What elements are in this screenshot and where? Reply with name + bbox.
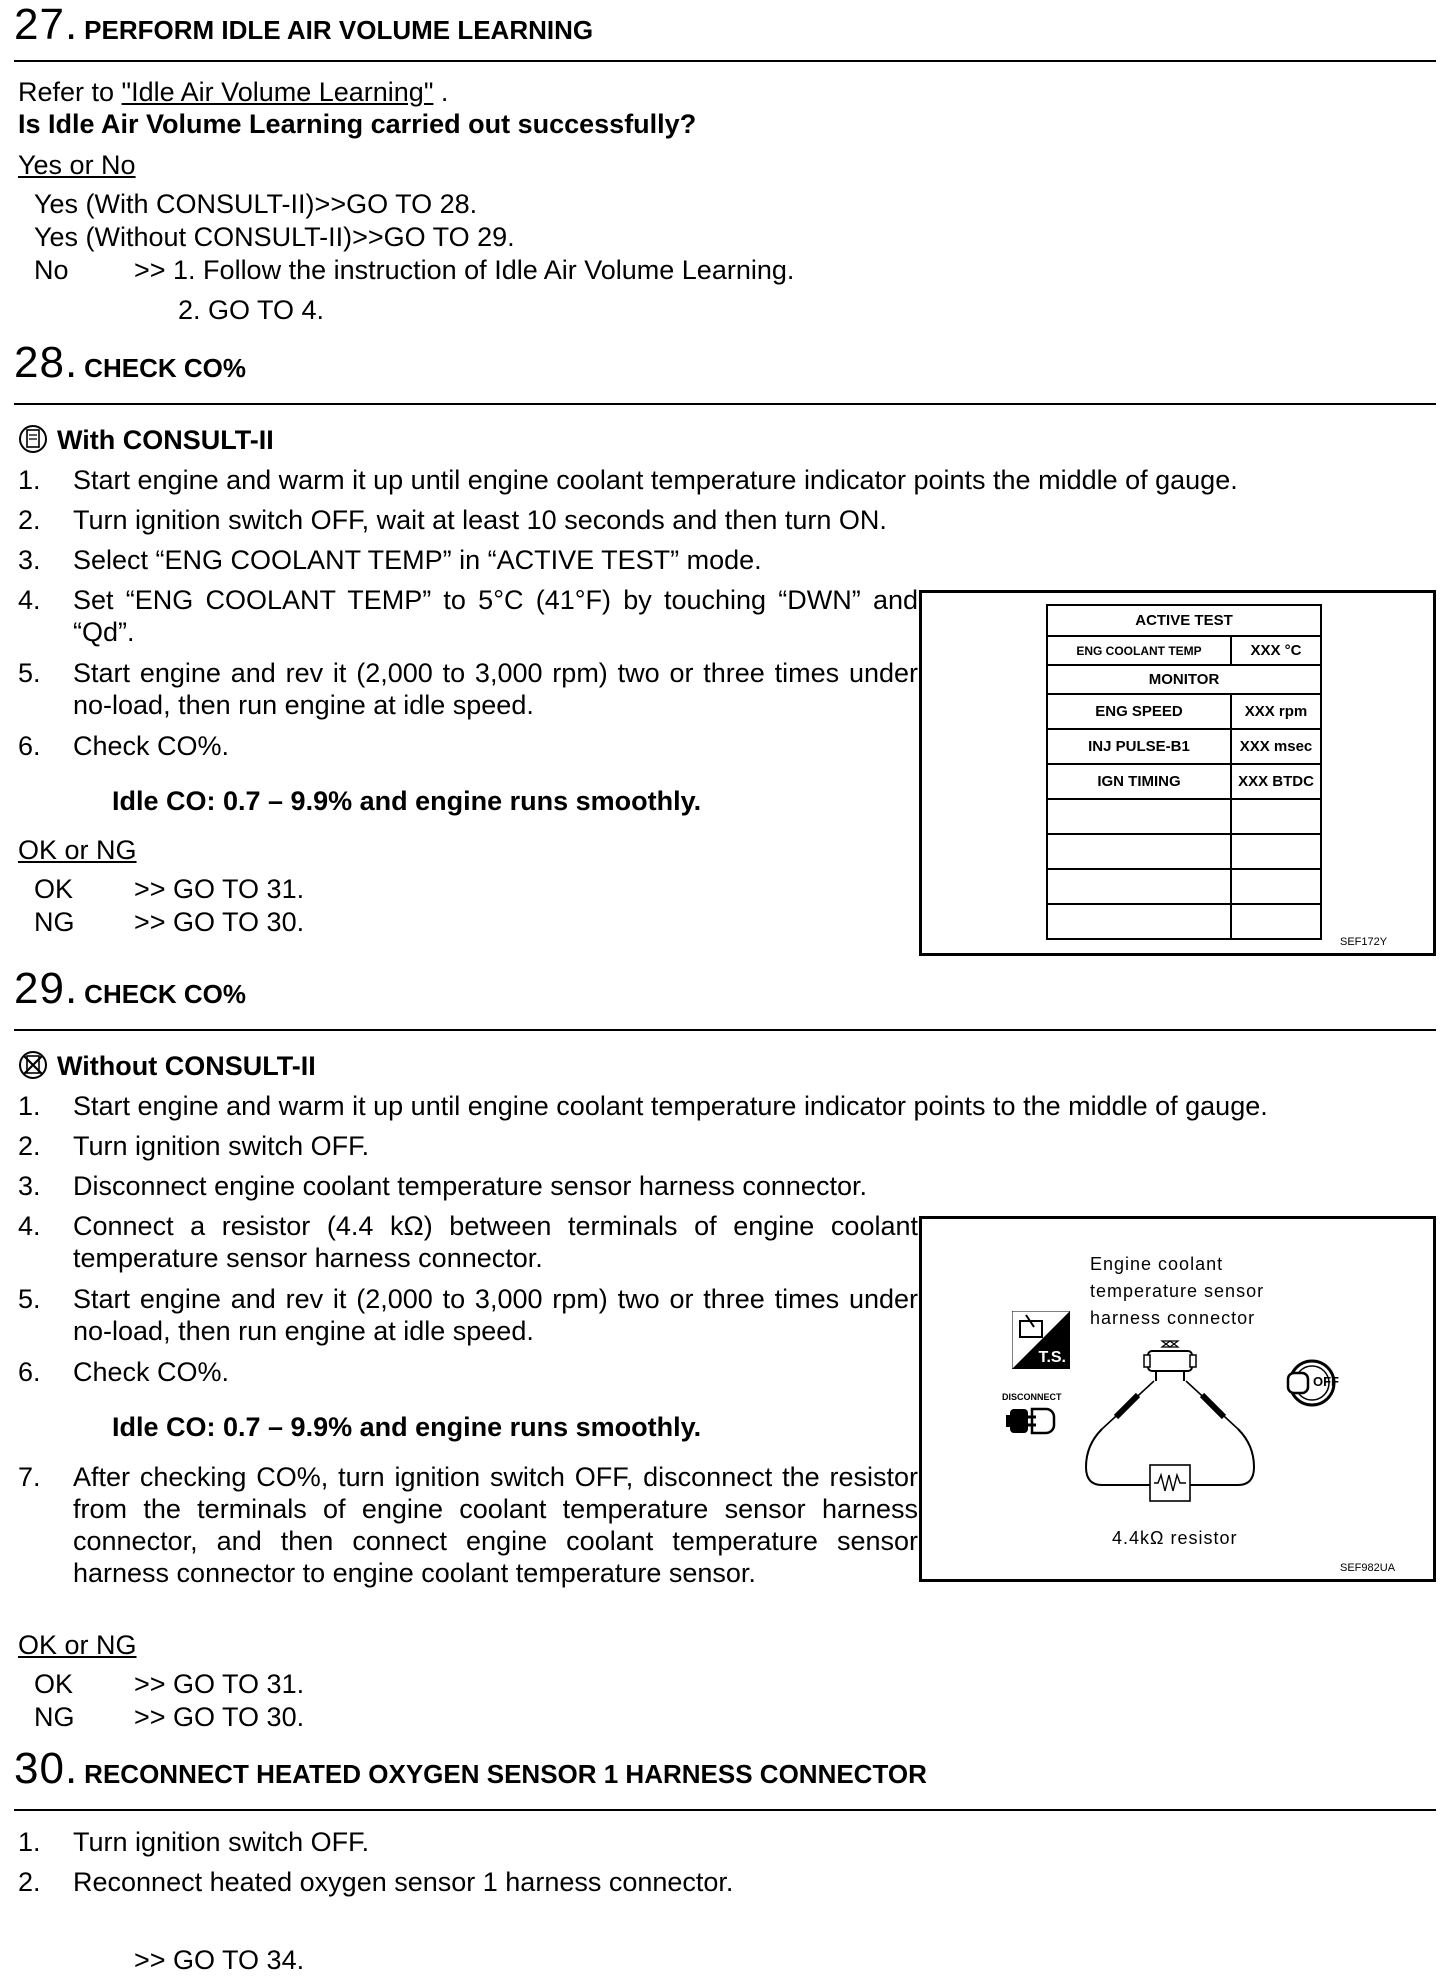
result-yes-without: Yes (Without CONSULT-II)>>GO TO 29. <box>34 222 515 252</box>
eng-coolant-temp-label: ENG COOLANT TEMP <box>1047 636 1231 665</box>
step-number: 5. <box>18 1284 41 1314</box>
ok-key: OK <box>34 874 74 904</box>
disconnect-label: DISCONNECT <box>1002 1392 1062 1402</box>
ng-key: NG <box>34 1702 75 1732</box>
monitor-value-empty <box>1231 799 1321 834</box>
section-title: RECONNECT HEATED OXYGEN SENSOR 1 HARNESS CONNECTOR <box>84 1759 927 1789</box>
step-text: Turn ignition switch OFF. <box>73 1827 370 1857</box>
step-text: Start engine and rev it (2,000 to 3,000 rpm) two or three times under no-load, then run engine at idle speed. <box>73 1284 918 1346</box>
step-number: 7. <box>18 1462 41 1492</box>
refer-suffix: . <box>433 77 449 107</box>
monitor-value: XXX rpm <box>1231 694 1321 729</box>
result-no-key: No <box>34 255 69 285</box>
section-28-header <box>14 338 246 388</box>
connector-label-line3: harness connector <box>1090 1308 1256 1328</box>
figure-code: SEF172Y <box>1340 936 1388 948</box>
divider <box>14 60 1436 62</box>
choice-label: Yes or No <box>18 150 136 180</box>
result-no-val2: 2. GO TO 4. <box>178 295 325 325</box>
mode-label: Without CONSULT-II <box>57 1051 316 1081</box>
choice-label: OK or NG <box>18 835 137 865</box>
monitor-value: XXX msec <box>1231 729 1321 764</box>
step-number: 2. <box>18 1131 41 1161</box>
figure-code: SEF982UA <box>1340 1562 1396 1574</box>
disconnect-icon <box>1006 1401 1056 1446</box>
refer-prefix: Refer to <box>18 77 122 107</box>
step-text: Reconnect heated oxygen sensor 1 harness connector. <box>73 1867 734 1897</box>
monitor-key: INJ PULSE-B1 <box>1047 729 1231 764</box>
result-yes-with: Yes (With CONSULT-II)>>GO TO 28. <box>34 189 478 219</box>
step-number: 1. <box>18 1827 41 1857</box>
step-text: Check CO%. <box>73 731 230 761</box>
divider <box>14 1809 1436 1811</box>
section-number: 30. <box>14 1744 79 1793</box>
ok-key: OK <box>34 1669 74 1699</box>
step-number: 6. <box>18 731 41 761</box>
resistor-label: 4.4kΩ resistor <box>1112 1528 1238 1548</box>
monitor-header: MONITOR <box>1047 665 1321 694</box>
section-number: 27. <box>14 0 79 49</box>
section-29-header <box>14 964 246 1014</box>
step-text: Start engine and warm it up until engine coolant temperature indicator points to the middle of gauge. <box>73 1091 1268 1121</box>
step-text: Connect a resistor (4.4 kΩ) between terminals of engine coolant temperature sensor harness connector. <box>73 1211 918 1273</box>
monitor-value-empty <box>1231 869 1321 904</box>
step-text: After checking CO%, turn ignition switch OFF, disconnect the resistor from the terminals of engine coolant temperature sensor harness connector, and then connect engine coolant temperature sensor harness connector to engine coolant temperature sensor. <box>73 1462 918 1588</box>
step-number: 5. <box>18 658 41 688</box>
monitor-value-empty <box>1231 904 1321 939</box>
monitor-key: ENG SPEED <box>1047 694 1231 729</box>
connector-label-line1: Engine coolant <box>1090 1254 1224 1274</box>
step-text: Disconnect engine coolant temperature sensor harness connector. <box>73 1171 867 1201</box>
section-title: CHECK CO% <box>84 979 246 1009</box>
mode-label: With CONSULT-II <box>57 425 274 455</box>
active-test-table <box>1046 604 1322 940</box>
spec: Idle CO: 0.7 – 9.9% and engine runs smoothly. <box>112 786 702 816</box>
section-title: CHECK CO% <box>84 353 246 383</box>
ok-val: >> GO TO 31. <box>134 874 305 904</box>
no-consult-icon <box>18 1050 48 1085</box>
section-30-header <box>14 1744 927 1794</box>
eng-coolant-temp-value: XXX °C <box>1231 636 1321 665</box>
result-no-val: >> 1. Follow the instruction of Idle Air Volume Learning. <box>134 255 795 285</box>
ok-val: >> GO TO 31. <box>134 1669 305 1699</box>
step-number: 6. <box>18 1357 41 1387</box>
ng-val: >> GO TO 30. <box>134 907 305 937</box>
ng-key: NG <box>34 907 75 937</box>
step-number: 1. <box>18 465 41 495</box>
step-number: 3. <box>18 545 41 575</box>
section-number: 29. <box>14 964 79 1013</box>
section-title: PERFORM IDLE AIR VOLUME LEARNING <box>84 15 594 45</box>
consult-icon <box>18 424 48 459</box>
ng-val: >> GO TO 30. <box>134 1702 305 1732</box>
divider <box>14 403 1436 405</box>
monitor-value: XXX BTDC <box>1231 764 1321 799</box>
step-text: Turn ignition switch OFF, wait at least 10 seconds and then turn ON. <box>73 505 887 535</box>
figure-active-test <box>919 590 1436 956</box>
monitor-key-empty <box>1047 799 1231 834</box>
step-number: 3. <box>18 1171 41 1201</box>
monitor-key-empty <box>1047 904 1231 939</box>
monitor-value-empty <box>1231 834 1321 869</box>
goto: >> GO TO 34. <box>134 1945 305 1975</box>
circuit-diagram <box>1082 1337 1282 1517</box>
monitor-key-empty <box>1047 834 1231 869</box>
step-number: 4. <box>18 1211 41 1241</box>
step-number: 1. <box>18 1091 41 1121</box>
step-number: 4. <box>18 585 41 615</box>
step-text: Start engine and warm it up until engine coolant temperature indicator points the middle of gauge. <box>73 465 1238 495</box>
ts-label: T.S. <box>1038 1349 1066 1366</box>
step-text: Start engine and rev it (2,000 to 3,000 rpm) two or three times under no-load, then run engine at idle speed. <box>73 658 918 720</box>
question: Is Idle Air Volume Learning carried out successfully? <box>18 109 697 139</box>
step-text: Check CO%. <box>73 1357 230 1387</box>
off-label: OFF <box>1313 1374 1339 1389</box>
ts-icon <box>1012 1311 1070 1369</box>
spec: Idle CO: 0.7 – 9.9% and engine runs smoothly. <box>112 1412 702 1442</box>
step-text: Select “ENG COOLANT TEMP” in “ACTIVE TEST” mode. <box>73 545 762 575</box>
monitor-key: IGN TIMING <box>1047 764 1231 799</box>
idle-air-volume-learning-link[interactable]: "Idle Air Volume Learning" <box>121 77 434 107</box>
ignition-off-icon <box>1282 1355 1342 1416</box>
monitor-key-empty <box>1047 869 1231 904</box>
section-27-header <box>14 0 593 50</box>
active-test-title: ACTIVE TEST <box>1047 605 1321 636</box>
divider <box>14 1029 1436 1031</box>
step-number: 2. <box>18 505 41 535</box>
refer-line <box>18 76 448 108</box>
step-number: 2. <box>18 1867 41 1897</box>
figure-resistor <box>919 1216 1436 1582</box>
step-text: Turn ignition switch OFF. <box>73 1131 370 1161</box>
connector-label-line2: temperature sensor <box>1090 1281 1265 1301</box>
choice-label: OK or NG <box>18 1630 137 1660</box>
section-number: 28. <box>14 338 79 387</box>
step-text: Set “ENG COOLANT TEMP” to 5°C (41°F) by touching “DWN” and “Qd”. <box>73 585 918 647</box>
